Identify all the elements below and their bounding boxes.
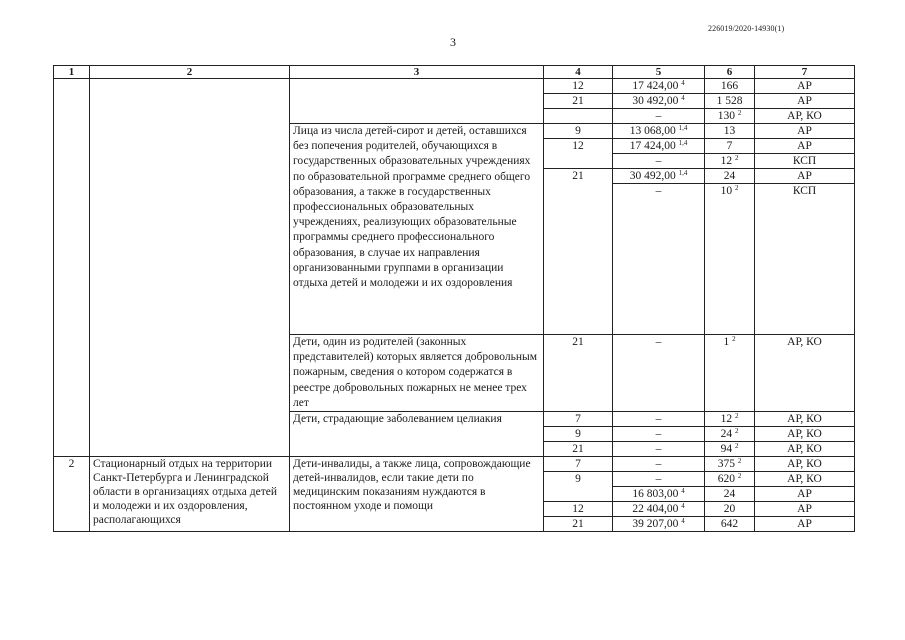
cost-cell: – — [613, 335, 705, 412]
cost-cell: – — [613, 457, 705, 472]
category-cell: Лица из числа детей-сирот и детей, оставшихся без попечения родителей, обучающихся в государственных образовательных учреждениях по образовательной программе среднего общего образования, а также в государственных профессиональных образовательных учреждениях, реализующих образовательные программы среднего профессионального образования, в случае их направления организованными группами в организации отдыха детей и молодежи и их оздоровления — [290, 124, 544, 335]
cost-cell: – — [613, 109, 705, 124]
age-cell: 21 — [544, 335, 613, 412]
cost-cell: 17 424,00 $^4$ — [613, 79, 705, 94]
age-cell: 21 — [544, 517, 613, 532]
document-id: 226019/2020-14930(1) — [708, 24, 785, 33]
column-header: 1 — [54, 66, 90, 79]
source-cell: АР, КО — [755, 427, 855, 442]
count-cell: 24 — [705, 169, 755, 184]
cost-cell: – — [613, 472, 705, 487]
source-cell: АР, КО — [755, 472, 855, 487]
page-number: 3 — [450, 35, 456, 49]
source-cell: АР — [755, 502, 855, 517]
age-cell: 9 — [544, 124, 613, 139]
count-cell: 10 $^2$ — [705, 184, 755, 335]
source-cell: АР, КО — [755, 109, 855, 124]
count-cell: 7 — [705, 139, 755, 154]
source-cell: АР, КО — [755, 442, 855, 457]
count-cell: 12 $^2$ — [705, 154, 755, 169]
cost-cell: 17 424,00 $^{1,4}$ — [613, 139, 705, 154]
column-header: 4 — [544, 66, 613, 79]
section-number-cell: 2 — [54, 457, 90, 532]
age-cell — [544, 109, 613, 124]
category-cell: Дети-инвалиды, а также лица, сопровождающие детей-инвалидов, если такие дети по медицинским показаниям нуждаются в постоянном уходе и помощи — [290, 457, 544, 532]
count-cell: 620 $^2$ — [705, 472, 755, 487]
count-cell: 130 $^2$ — [705, 109, 755, 124]
count-cell: 1 $^2$ — [705, 335, 755, 412]
table-row — [54, 457, 855, 472]
count-cell: 166 — [705, 79, 755, 94]
column-header: 3 — [290, 66, 544, 79]
count-cell: 642 — [705, 517, 755, 532]
section-title-cell — [90, 79, 290, 457]
category-cell: Дети, один из родителей (законных представителей) которых является добровольным пожарным, сведения о котором содержатся в реестре добровольных пожарных не менее трех лет — [290, 335, 544, 412]
count-cell: 375 $^2$ — [705, 457, 755, 472]
source-cell: АР — [755, 94, 855, 109]
age-cell: 21 — [544, 169, 613, 335]
count-cell: 94 $^2$ — [705, 442, 755, 457]
source-cell: АР — [755, 487, 855, 502]
source-cell: КСП — [755, 184, 855, 335]
source-cell: АР, КО — [755, 335, 855, 412]
cost-cell: – — [613, 154, 705, 169]
age-cell: 9 — [544, 427, 613, 442]
benefits-table — [53, 65, 855, 532]
column-header: 5 — [613, 66, 705, 79]
count-cell: 12 $^2$ — [705, 412, 755, 427]
source-cell: КСП — [755, 154, 855, 169]
cost-cell: – — [613, 442, 705, 457]
source-cell: АР — [755, 517, 855, 532]
cost-cell: 30 492,00 $^4$ — [613, 94, 705, 109]
count-cell: 24 — [705, 487, 755, 502]
column-header-row — [54, 66, 855, 79]
cost-cell: – — [613, 412, 705, 427]
age-cell: 9 — [544, 472, 613, 502]
cost-cell: 13 068,00 $^{1,4}$ — [613, 124, 705, 139]
age-cell: 7 — [544, 457, 613, 472]
count-cell: 1 528 — [705, 94, 755, 109]
source-cell: АР, КО — [755, 412, 855, 427]
section-title-cell: Стационарный отдых на территории Санкт-Петербурга и Ленинградской области в организациях отдыха детей и молодежи и их оздоровления, располагающихся — [90, 457, 290, 532]
age-cell: 21 — [544, 442, 613, 457]
cost-cell: 16 803,00 $^4$ — [613, 487, 705, 502]
source-cell: АР — [755, 79, 855, 94]
source-cell: АР — [755, 139, 855, 154]
column-header: 2 — [90, 66, 290, 79]
cost-cell: 22 404,00 $^4$ — [613, 502, 705, 517]
count-cell: 13 — [705, 124, 755, 139]
age-cell: 12 — [544, 502, 613, 517]
cost-cell: – — [613, 427, 705, 442]
column-header: 7 — [755, 66, 855, 79]
category-cell — [290, 79, 544, 124]
age-cell: 12 — [544, 79, 613, 94]
age-cell: 7 — [544, 412, 613, 427]
cost-cell: – — [613, 184, 705, 335]
cost-cell: 30 492,00 $^{1,4}$ — [613, 169, 705, 184]
age-cell: 21 — [544, 94, 613, 109]
column-header: 6 — [705, 66, 755, 79]
count-cell: 24 $^2$ — [705, 427, 755, 442]
count-cell: 20 — [705, 502, 755, 517]
cost-cell: 39 207,00 $^4$ — [613, 517, 705, 532]
source-cell: АР — [755, 124, 855, 139]
section-number-cell — [54, 79, 90, 457]
table-row — [54, 79, 855, 94]
category-cell: Дети, страдающие заболеванием целиакия — [290, 412, 544, 457]
source-cell: АР — [755, 169, 855, 184]
source-cell: АР, КО — [755, 457, 855, 472]
age-cell: 12 — [544, 139, 613, 169]
